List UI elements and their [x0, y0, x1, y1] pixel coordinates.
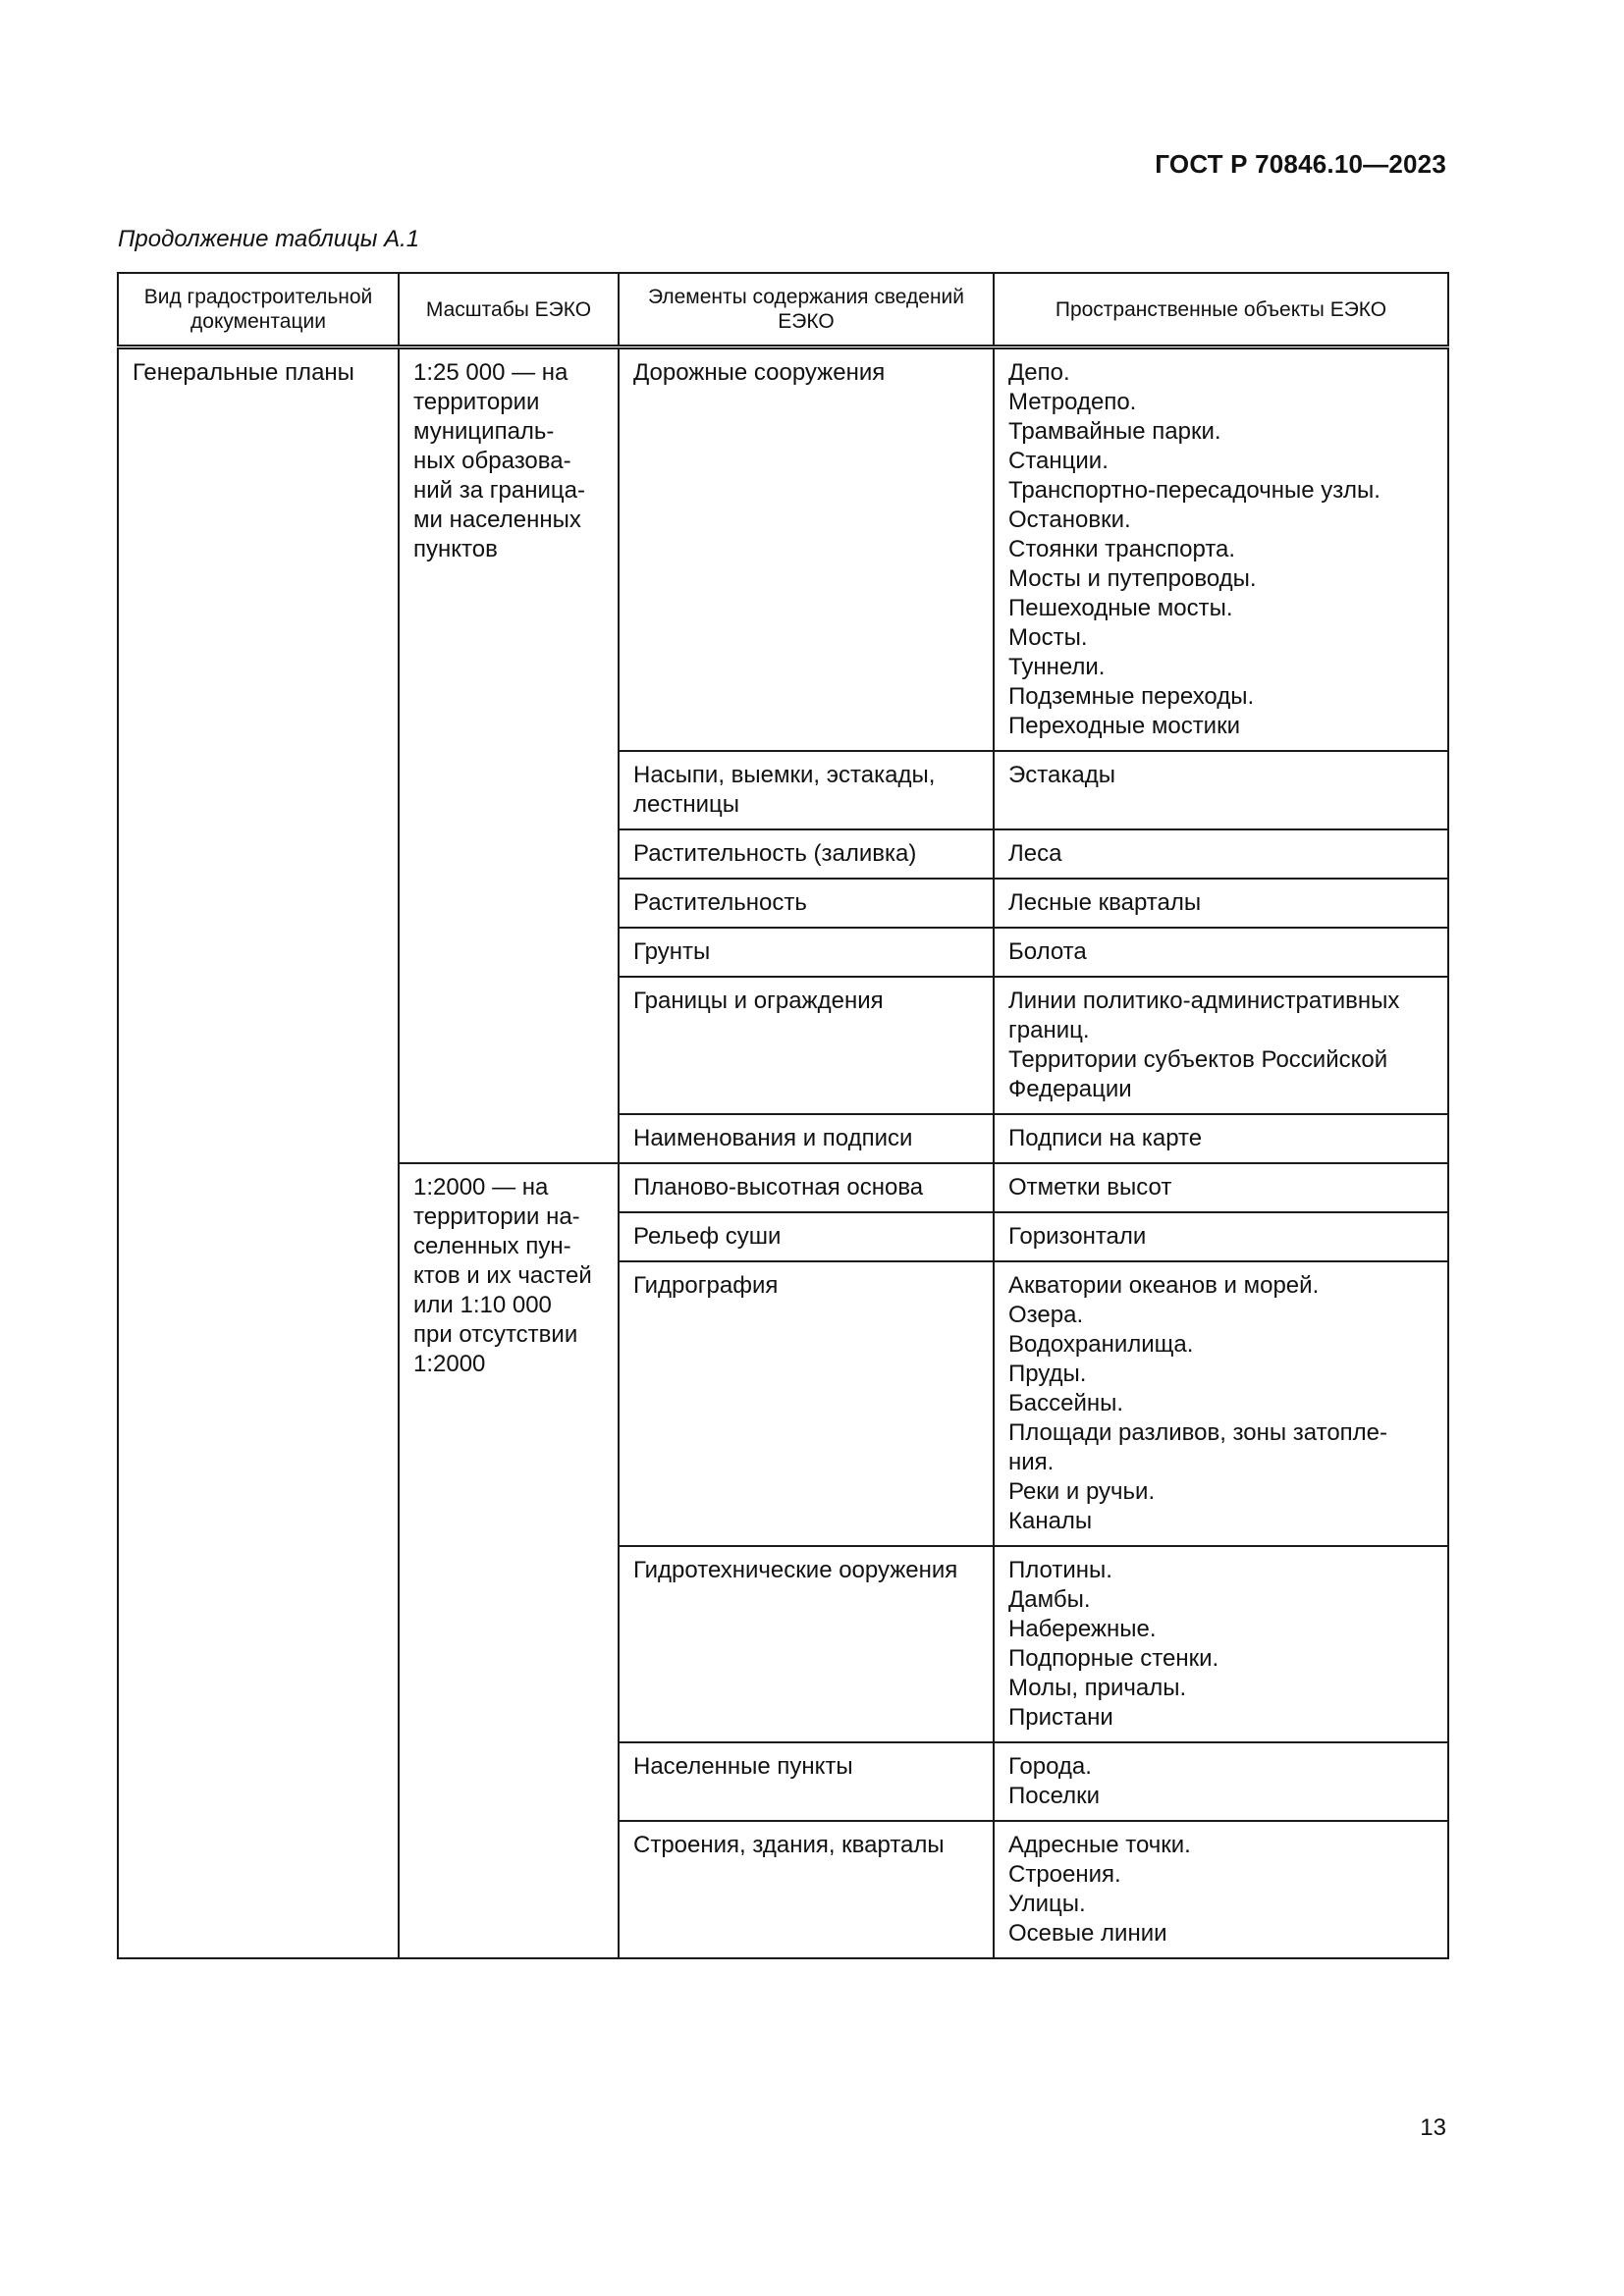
content-element-line: Наименования и подписи [633, 1125, 913, 1151]
content-element-cell [619, 879, 994, 928]
spatial-object-line: Транспортно-пересадочные узлы. [1008, 477, 1380, 504]
content-element-line: Растительность [633, 889, 807, 916]
spatial-object-line: Площади разливов, зоны затопле- [1008, 1419, 1388, 1446]
spatial-object-line: Станции. [1008, 448, 1109, 474]
spatial-objects-cell [994, 928, 1448, 977]
scale-line: 1:2000 — на [413, 1174, 549, 1201]
content-element-line: Планово-высотная основа [633, 1174, 924, 1201]
spatial-objects-cell [994, 1742, 1448, 1821]
scale-line: ктов и их частей [413, 1262, 592, 1289]
doc-type-cell [118, 347, 399, 1959]
spatial-object-line: Пристани [1008, 1704, 1113, 1731]
spatial-objects-cell [994, 1546, 1448, 1742]
spatial-object-line: Стоянки транспорта. [1008, 536, 1236, 562]
spatial-object-line: Линии политико-административных [1008, 988, 1400, 1014]
content-element-line: Дорожные сооружения [633, 359, 886, 386]
content-element-line: Гидрография [633, 1272, 779, 1299]
content-element-line: Гидротехнические ооружения [633, 1557, 958, 1583]
spatial-object-line: Трамвайные парки. [1008, 418, 1221, 445]
content-element-cell [619, 1114, 994, 1163]
content-element-cell [619, 1821, 994, 1958]
spatial-object-line: Территории субъектов Российской [1008, 1046, 1388, 1073]
spatial-object-line: Метродепо. [1008, 389, 1137, 415]
spatial-objects-cell [994, 1114, 1448, 1163]
spatial-object-line: Подписи на карте [1008, 1125, 1203, 1151]
spatial-objects-cell [994, 1821, 1448, 1958]
spatial-object-line: Горизонтали [1008, 1223, 1147, 1250]
spatial-objects-cell [994, 879, 1448, 928]
spatial-object-line: Осевые линии [1008, 1920, 1167, 1947]
scale-cell [399, 1163, 619, 1958]
table-caption: Продолжение таблицы А.1 [118, 226, 420, 252]
spatial-object-line: Отметки высот [1008, 1174, 1172, 1201]
content-element-line: лестницы [633, 791, 739, 818]
spatial-object-line: Остановки. [1008, 507, 1131, 533]
content-element-line: Насыпи, выемки, эстакады, [633, 762, 936, 788]
table-header-row [118, 273, 1448, 347]
column-header-doc-type: Вид градостроительной документации [118, 273, 399, 347]
spatial-object-line: Набережные. [1008, 1616, 1157, 1642]
scale-line: территории на- [413, 1203, 580, 1230]
column-header-scale: Масштабы ЕЭКО [399, 273, 619, 347]
scale-line: территории [413, 389, 540, 415]
content-element-cell [619, 1742, 994, 1821]
requirements-table [117, 272, 1449, 1959]
spatial-object-line: Молы, причалы. [1008, 1675, 1187, 1701]
content-element-cell [619, 977, 994, 1114]
doc-type-line: Генеральные планы [133, 359, 354, 386]
spatial-object-line: Леса [1008, 840, 1062, 867]
spatial-object-line: границ. [1008, 1017, 1090, 1043]
content-element-cell [619, 829, 994, 879]
spatial-objects-cell [994, 829, 1448, 879]
scale-line: 1:2000 [413, 1351, 486, 1377]
spatial-object-line: Болота [1008, 938, 1087, 965]
content-element-cell [619, 1261, 994, 1546]
document-code: ГОСТ Р 70846.10—2023 [1155, 149, 1446, 179]
spatial-object-line: Депо. [1008, 359, 1070, 386]
spatial-object-line: Лесные кварталы [1008, 889, 1202, 916]
scale-line: ми населенных [413, 507, 581, 533]
spatial-objects-cell [994, 347, 1448, 752]
spatial-object-line: Поселки [1008, 1783, 1101, 1809]
spatial-object-line: Акватории океанов и морей. [1008, 1272, 1320, 1299]
spatial-object-line: Плотины. [1008, 1557, 1112, 1583]
spatial-object-line: Эстакады [1008, 762, 1115, 788]
spatial-object-line: Переходные мостики [1008, 713, 1240, 739]
spatial-object-line: Дамбы. [1008, 1586, 1091, 1613]
content-element-line: Населенные пункты [633, 1753, 853, 1780]
column-header-spatial-objects: Пространственные объекты ЕЭКО [994, 273, 1448, 347]
content-element-line: Растительность (заливка) [633, 840, 917, 867]
scale-line: муниципаль- [413, 418, 555, 445]
scale-cell [399, 347, 619, 1164]
scale-line: ных образова- [413, 448, 571, 474]
spatial-object-line: Улицы. [1008, 1891, 1086, 1917]
spatial-object-line: Строения. [1008, 1861, 1121, 1888]
spatial-object-line: Реки и ручьи. [1008, 1478, 1156, 1505]
content-element-cell [619, 1212, 994, 1261]
scale-line: пунктов [413, 536, 498, 562]
content-element-cell [619, 1163, 994, 1212]
spatial-objects-cell [994, 977, 1448, 1114]
spatial-objects-cell [994, 1212, 1448, 1261]
spatial-object-line: Бассейны. [1008, 1390, 1124, 1416]
scale-line: 1:25 000 — на [413, 359, 568, 386]
content-element-cell [619, 928, 994, 977]
spatial-object-line: Туннели. [1008, 654, 1106, 680]
spatial-object-line: Подземные переходы. [1008, 683, 1255, 710]
content-element-cell [619, 1546, 994, 1742]
scale-line: ний за граница- [413, 477, 585, 504]
content-element-cell [619, 347, 994, 752]
spatial-objects-cell [994, 1261, 1448, 1546]
scale-line: селенных пун- [413, 1233, 571, 1259]
spatial-objects-cell [994, 751, 1448, 829]
table-row [118, 347, 1448, 752]
spatial-object-line: Подпорные стенки. [1008, 1645, 1219, 1672]
content-element-cell [619, 751, 994, 829]
content-element-line: Границы и ограждения [633, 988, 884, 1014]
spatial-object-line: Города. [1008, 1753, 1092, 1780]
table-body [118, 347, 1448, 1959]
content-element-line: Строения, здания, кварталы [633, 1832, 945, 1858]
spatial-object-line: Пруды. [1008, 1361, 1087, 1387]
page-number: 13 [1420, 2114, 1446, 2141]
scale-line: при отсутствии [413, 1321, 578, 1348]
spatial-object-line: Адресные точки. [1008, 1832, 1191, 1858]
spatial-object-line: Мосты. [1008, 624, 1088, 651]
content-element-line: Рельеф суши [633, 1223, 782, 1250]
content-element-line: Грунты [633, 938, 711, 965]
scale-line: или 1:10 000 [413, 1292, 552, 1318]
spatial-object-line: Мосты и путепроводы. [1008, 565, 1257, 592]
column-header-content-elements: Элементы содержания сведений ЕЭКО [619, 273, 994, 347]
spatial-object-line: Каналы [1008, 1508, 1093, 1534]
spatial-object-line: ния. [1008, 1449, 1055, 1475]
spatial-object-line: Озера. [1008, 1302, 1084, 1328]
spatial-object-line: Пешеходные мосты. [1008, 595, 1233, 621]
spatial-object-line: Водохранилища. [1008, 1331, 1194, 1358]
spatial-objects-cell [994, 1163, 1448, 1212]
spatial-object-line: Федерации [1008, 1076, 1132, 1102]
